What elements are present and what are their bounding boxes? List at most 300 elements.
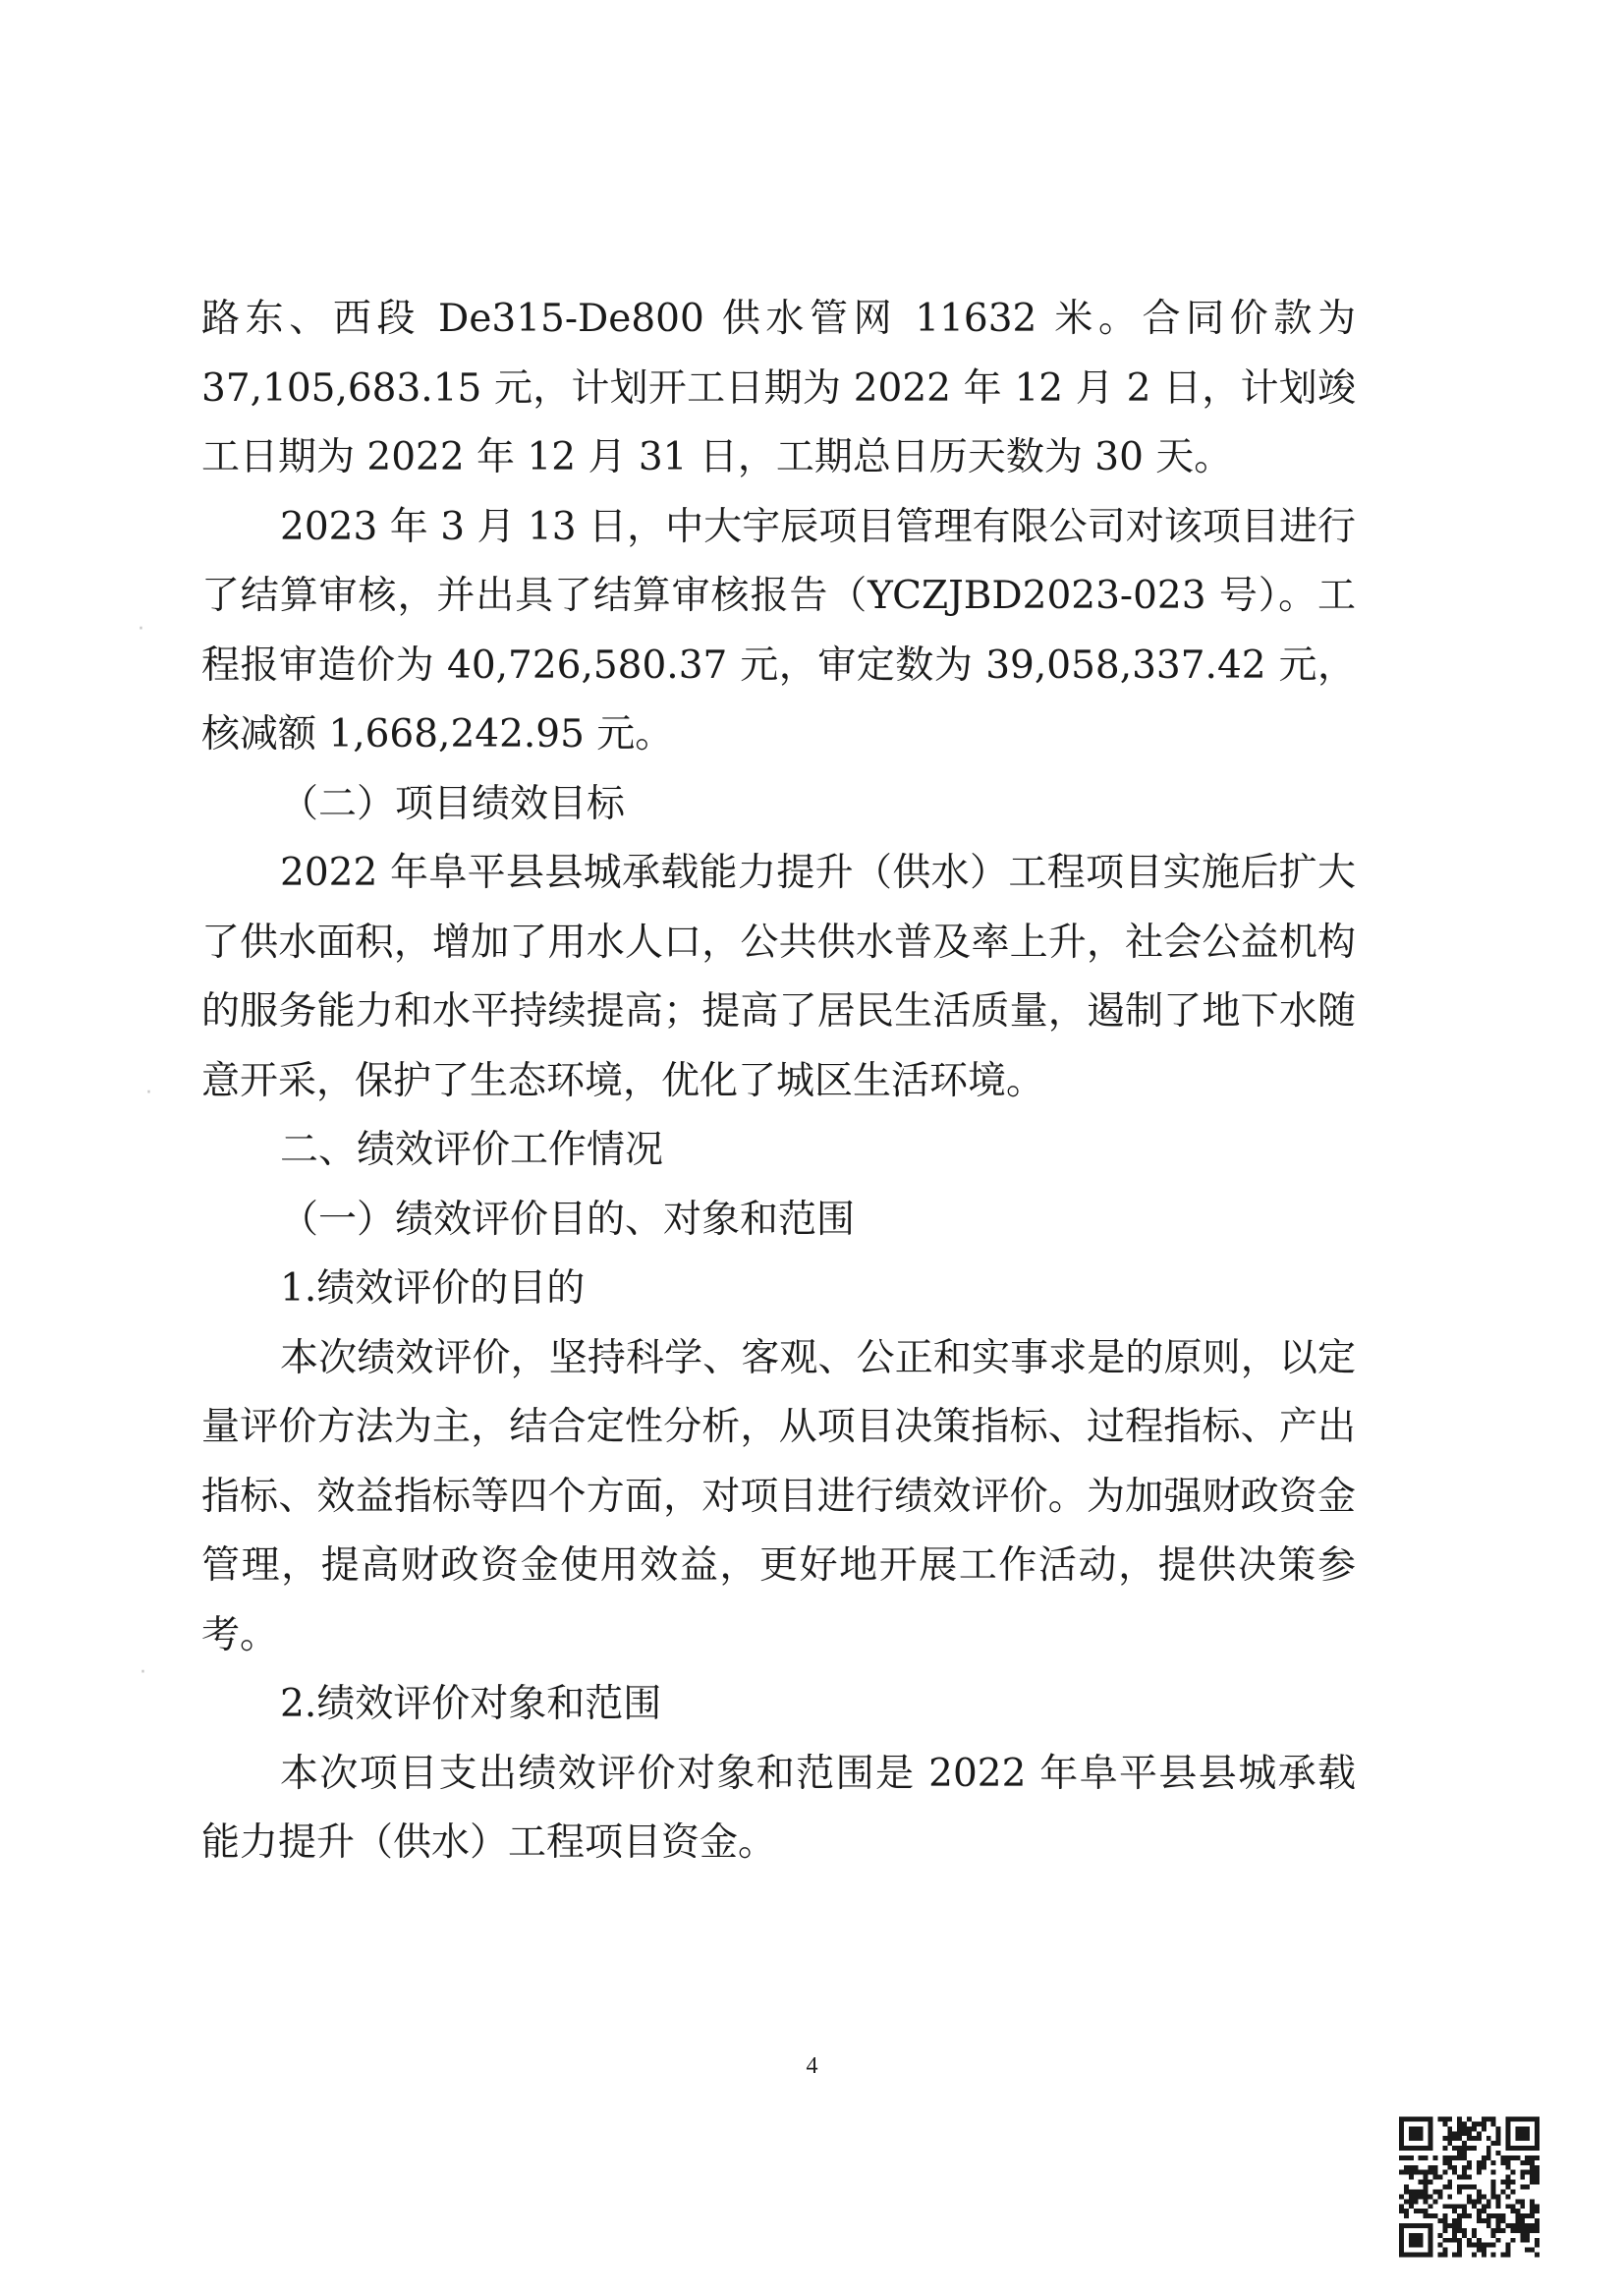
qr-module bbox=[1428, 2141, 1433, 2146]
qr-module bbox=[1457, 2126, 1462, 2131]
qr-module bbox=[1482, 2194, 1486, 2199]
qr-module bbox=[1472, 2146, 1477, 2151]
qr-module bbox=[1409, 2126, 1414, 2131]
qr-module bbox=[1525, 2213, 1530, 2218]
qr-module bbox=[1433, 2170, 1438, 2175]
qr-module bbox=[1486, 2151, 1491, 2155]
qr-module bbox=[1467, 2243, 1472, 2248]
qr-module bbox=[1419, 2131, 1424, 2136]
qr-module bbox=[1433, 2165, 1438, 2170]
qr-module bbox=[1501, 2253, 1506, 2258]
qr-module bbox=[1520, 2185, 1525, 2190]
qr-module bbox=[1486, 2243, 1491, 2248]
qr-module bbox=[1530, 2165, 1535, 2170]
qr-module bbox=[1399, 2121, 1404, 2126]
qr-module bbox=[1515, 2126, 1520, 2131]
qr-module bbox=[1505, 2194, 1510, 2199]
qr-module bbox=[1505, 2131, 1510, 2136]
qr-module bbox=[1505, 2204, 1510, 2209]
qr-module bbox=[1419, 2189, 1424, 2194]
qr-module bbox=[1520, 2175, 1525, 2180]
qr-module bbox=[1457, 2175, 1462, 2180]
heading-evaluation-scope: 2.绩效评价对象和范围 bbox=[280, 1682, 662, 1726]
qr-module bbox=[1467, 2194, 1472, 2199]
qr-module bbox=[1409, 2204, 1414, 2209]
qr-module bbox=[1530, 2160, 1535, 2165]
qr-module bbox=[1477, 2170, 1482, 2175]
qr-module bbox=[1535, 2136, 1540, 2141]
qr-module bbox=[1457, 2223, 1462, 2228]
qr-module bbox=[1510, 2238, 1515, 2243]
qr-module bbox=[1399, 2243, 1404, 2248]
qr-module bbox=[1486, 2199, 1491, 2204]
qr-module bbox=[1457, 2253, 1462, 2258]
qr-module bbox=[1530, 2213, 1535, 2218]
qr-module bbox=[1452, 2165, 1457, 2170]
qr-module bbox=[1419, 2170, 1424, 2175]
qr-module bbox=[1409, 2175, 1414, 2180]
qr-module bbox=[1457, 2185, 1462, 2190]
qr-module bbox=[1428, 2194, 1433, 2199]
qr-module bbox=[1399, 2253, 1404, 2258]
qr-module bbox=[1530, 2155, 1535, 2160]
heading-evaluation-work: 二、绩效评价工作情况 bbox=[280, 1128, 664, 1172]
qr-module bbox=[1409, 2233, 1414, 2238]
qr-module bbox=[1491, 2233, 1496, 2238]
qr-module bbox=[1462, 2185, 1467, 2190]
qr-module bbox=[1505, 2165, 1510, 2170]
qr-module bbox=[1457, 2213, 1462, 2218]
qr-module bbox=[1472, 2243, 1477, 2248]
qr-module bbox=[1515, 2223, 1520, 2228]
qr-module bbox=[1433, 2213, 1438, 2218]
qr-module bbox=[1409, 2223, 1414, 2228]
qr-module bbox=[1419, 2209, 1424, 2213]
qr-module bbox=[1501, 2180, 1506, 2185]
qr-module bbox=[1486, 2204, 1491, 2209]
qr-module bbox=[1530, 2204, 1535, 2209]
qr-module bbox=[1525, 2117, 1530, 2122]
qr-module bbox=[1482, 2218, 1486, 2223]
qr-module bbox=[1399, 2117, 1404, 2122]
qr-module bbox=[1442, 2248, 1447, 2253]
qr-module bbox=[1477, 2136, 1482, 2141]
qr-module bbox=[1428, 2146, 1433, 2151]
qr-module bbox=[1457, 2151, 1462, 2155]
qr-module bbox=[1477, 2218, 1482, 2223]
qr-module bbox=[1404, 2185, 1409, 2190]
qr-module bbox=[1515, 2146, 1520, 2151]
qr-module bbox=[1477, 2199, 1482, 2204]
qr-module bbox=[1510, 2155, 1515, 2160]
qr-module bbox=[1510, 2146, 1515, 2151]
qr-module bbox=[1496, 2238, 1501, 2243]
qr-module bbox=[1462, 2233, 1467, 2238]
qr-module bbox=[1447, 2223, 1452, 2228]
qr-module bbox=[1491, 2170, 1496, 2175]
qr-module bbox=[1535, 2146, 1540, 2151]
qr-module bbox=[1404, 2146, 1409, 2151]
qr-module bbox=[1482, 2121, 1486, 2126]
qr-module bbox=[1477, 2209, 1482, 2213]
qr-module bbox=[1399, 2131, 1404, 2136]
qr-module bbox=[1457, 2228, 1462, 2233]
qr-module bbox=[1414, 2253, 1419, 2258]
qr-module bbox=[1428, 2253, 1433, 2258]
scan-artifact: · bbox=[145, 1081, 152, 1105]
qr-module bbox=[1442, 2146, 1447, 2151]
qr-module bbox=[1520, 2126, 1525, 2131]
qr-module bbox=[1535, 2228, 1540, 2233]
qr-module bbox=[1414, 2243, 1419, 2248]
qr-module bbox=[1399, 2170, 1404, 2175]
qr-module bbox=[1520, 2233, 1525, 2238]
qr-module bbox=[1525, 2146, 1530, 2151]
qr-module bbox=[1457, 2204, 1462, 2209]
qr-module bbox=[1515, 2155, 1520, 2160]
qr-module bbox=[1520, 2146, 1525, 2151]
qr-module bbox=[1510, 2204, 1515, 2209]
qr-module bbox=[1428, 2223, 1433, 2228]
qr-module bbox=[1414, 2170, 1419, 2175]
qr-module bbox=[1482, 2248, 1486, 2253]
qr-module bbox=[1525, 2238, 1530, 2243]
qr-module bbox=[1520, 2218, 1525, 2223]
qr-module bbox=[1505, 2248, 1510, 2253]
qr-module bbox=[1442, 2223, 1447, 2228]
qr-module bbox=[1525, 2248, 1530, 2253]
qr-module bbox=[1452, 2253, 1457, 2258]
qr-module bbox=[1491, 2141, 1496, 2146]
qr-module bbox=[1486, 2223, 1491, 2228]
qr-module bbox=[1505, 2155, 1510, 2160]
heading-evaluation-purpose: 1.绩效评价的目的 bbox=[280, 1266, 586, 1311]
qr-module bbox=[1496, 2126, 1501, 2131]
qr-module bbox=[1447, 2238, 1452, 2243]
qr-module bbox=[1409, 2146, 1414, 2151]
qr-module bbox=[1510, 2180, 1515, 2185]
qr-module bbox=[1404, 2209, 1409, 2213]
qr-module bbox=[1414, 2238, 1419, 2243]
qr-module bbox=[1501, 2160, 1506, 2165]
qr-module bbox=[1467, 2213, 1472, 2218]
qr-module bbox=[1452, 2146, 1457, 2151]
qr-module bbox=[1530, 2209, 1535, 2213]
qr-module bbox=[1437, 2233, 1442, 2238]
qr-module bbox=[1447, 2136, 1452, 2141]
qr-module bbox=[1535, 2253, 1540, 2258]
qr-module bbox=[1399, 2136, 1404, 2141]
qr-module bbox=[1530, 2146, 1535, 2151]
qr-module bbox=[1496, 2223, 1501, 2228]
qr-module bbox=[1428, 2238, 1433, 2243]
qr-code-icon bbox=[1399, 2115, 1540, 2259]
qr-module bbox=[1437, 2189, 1442, 2194]
qr-module bbox=[1482, 2209, 1486, 2213]
qr-module bbox=[1419, 2155, 1424, 2160]
qr-module bbox=[1535, 2243, 1540, 2248]
qr-module bbox=[1535, 2121, 1540, 2126]
qr-module bbox=[1477, 2243, 1482, 2248]
qr-module bbox=[1404, 2170, 1409, 2175]
qr-module bbox=[1525, 2136, 1530, 2141]
qr-module bbox=[1409, 2131, 1414, 2136]
qr-module bbox=[1491, 2185, 1496, 2190]
qr-module bbox=[1428, 2165, 1433, 2170]
qr-module bbox=[1409, 2189, 1414, 2194]
qr-module bbox=[1535, 2204, 1540, 2209]
qr-module bbox=[1525, 2160, 1530, 2165]
qr-module bbox=[1486, 2146, 1491, 2151]
qr-module bbox=[1467, 2146, 1472, 2151]
qr-module bbox=[1467, 2238, 1472, 2243]
qr-module bbox=[1467, 2136, 1472, 2141]
qr-module bbox=[1414, 2146, 1419, 2151]
qr-module bbox=[1477, 2248, 1482, 2253]
qr-module bbox=[1447, 2126, 1452, 2131]
qr-module bbox=[1414, 2136, 1419, 2141]
qr-module bbox=[1482, 2243, 1486, 2248]
qr-module bbox=[1409, 2199, 1414, 2204]
paragraph-evaluation-scope: 本次项目支出绩效评价对象和范围是 2022 年阜平县县城承载能力提升（供水）工程项目资金。 bbox=[201, 1751, 1356, 1865]
qr-module bbox=[1447, 2194, 1452, 2199]
qr-module bbox=[1525, 2126, 1530, 2131]
qr-module bbox=[1530, 2175, 1535, 2180]
qr-module bbox=[1530, 2117, 1535, 2122]
qr-module bbox=[1535, 2180, 1540, 2185]
qr-module bbox=[1535, 2155, 1540, 2160]
qr-module bbox=[1525, 2223, 1530, 2228]
qr-module bbox=[1433, 2199, 1438, 2204]
qr-module bbox=[1442, 2253, 1447, 2258]
paragraph-evaluation-purpose: 本次绩效评价，坚持科学、客观、公正和实事求是的原则，以定量评价方法为主，结合定性分析，从项目决策指标、过程指标、产出指标、效益指标等四个方面，对项目进行绩效评价。为加强财政资金管理，提高财政资金使用效益，更好地开展工作活动，提供决策参考。 bbox=[201, 1335, 1356, 1657]
qr-module bbox=[1505, 2185, 1510, 2190]
qr-module bbox=[1414, 2165, 1419, 2170]
qr-module bbox=[1472, 2233, 1477, 2238]
qr-module bbox=[1496, 2136, 1501, 2141]
page-number: 4 bbox=[806, 2053, 818, 2079]
qr-module bbox=[1491, 2243, 1496, 2248]
qr-module bbox=[1424, 2170, 1428, 2175]
qr-module bbox=[1452, 2223, 1457, 2228]
qr-module bbox=[1467, 2131, 1472, 2136]
qr-module bbox=[1419, 2238, 1424, 2243]
qr-module bbox=[1535, 2223, 1540, 2228]
qr-module bbox=[1424, 2180, 1428, 2185]
qr-module bbox=[1437, 2218, 1442, 2223]
qr-module bbox=[1404, 2213, 1409, 2218]
qr-module bbox=[1414, 2189, 1419, 2194]
qr-module bbox=[1505, 2175, 1510, 2180]
qr-module bbox=[1525, 2233, 1530, 2238]
qr-module bbox=[1491, 2228, 1496, 2233]
qr-module bbox=[1510, 2209, 1515, 2213]
qr-module bbox=[1462, 2131, 1467, 2136]
qr-module bbox=[1505, 2223, 1510, 2228]
qr-module bbox=[1505, 2117, 1510, 2122]
qr-module bbox=[1462, 2121, 1467, 2126]
qr-module bbox=[1520, 2160, 1525, 2165]
qr-module bbox=[1535, 2165, 1540, 2170]
qr-module bbox=[1424, 2146, 1428, 2151]
qr-module bbox=[1496, 2199, 1501, 2204]
qr-module bbox=[1462, 2213, 1467, 2218]
heading-performance-goal: （二）项目绩效目标 bbox=[280, 781, 626, 826]
qr-module bbox=[1428, 2248, 1433, 2253]
qr-module bbox=[1442, 2185, 1447, 2190]
qr-module bbox=[1457, 2131, 1462, 2136]
qr-module bbox=[1399, 2126, 1404, 2131]
qr-module bbox=[1428, 2117, 1433, 2122]
qr-module bbox=[1414, 2194, 1419, 2199]
qr-module bbox=[1428, 2180, 1433, 2185]
qr-module bbox=[1452, 2170, 1457, 2175]
qr-module bbox=[1505, 2180, 1510, 2185]
qr-module bbox=[1462, 2209, 1467, 2213]
qr-module bbox=[1457, 2136, 1462, 2141]
qr-module bbox=[1428, 2121, 1433, 2126]
qr-module bbox=[1505, 2160, 1510, 2165]
qr-module bbox=[1442, 2155, 1447, 2160]
qr-module bbox=[1442, 2160, 1447, 2165]
qr-module bbox=[1486, 2213, 1491, 2218]
qr-module bbox=[1491, 2213, 1496, 2218]
qr-module bbox=[1496, 2194, 1501, 2199]
qr-module bbox=[1515, 2228, 1520, 2233]
qr-module bbox=[1419, 2243, 1424, 2248]
qr-module bbox=[1462, 2155, 1467, 2160]
qr-module bbox=[1424, 2194, 1428, 2199]
qr-module bbox=[1404, 2165, 1409, 2170]
qr-module bbox=[1442, 2238, 1447, 2243]
qr-module bbox=[1447, 2204, 1452, 2209]
qr-module bbox=[1482, 2165, 1486, 2170]
qr-module bbox=[1437, 2243, 1442, 2248]
qr-module bbox=[1520, 2204, 1525, 2209]
qr-module bbox=[1424, 2175, 1428, 2180]
qr-module bbox=[1428, 2228, 1433, 2233]
qr-module bbox=[1462, 2126, 1467, 2131]
qr-module bbox=[1457, 2155, 1462, 2160]
qr-module bbox=[1399, 2228, 1404, 2233]
qr-module bbox=[1472, 2199, 1477, 2204]
qr-module bbox=[1433, 2155, 1438, 2160]
qr-module bbox=[1525, 2185, 1530, 2190]
qr-module bbox=[1467, 2165, 1472, 2170]
qr-module bbox=[1404, 2155, 1409, 2160]
qr-module bbox=[1530, 2228, 1535, 2233]
qr-module bbox=[1428, 2213, 1433, 2218]
qr-module bbox=[1467, 2199, 1472, 2204]
qr-module bbox=[1496, 2218, 1501, 2223]
qr-module bbox=[1520, 2136, 1525, 2141]
qr-module bbox=[1399, 2141, 1404, 2146]
qr-module bbox=[1452, 2238, 1457, 2243]
qr-module bbox=[1399, 2194, 1404, 2199]
qr-module bbox=[1505, 2146, 1510, 2151]
qr-module bbox=[1505, 2136, 1510, 2141]
qr-module bbox=[1419, 2253, 1424, 2258]
qr-module bbox=[1437, 2175, 1442, 2180]
qr-module bbox=[1452, 2131, 1457, 2136]
qr-module bbox=[1404, 2253, 1409, 2258]
qr-module bbox=[1535, 2141, 1540, 2146]
qr-module bbox=[1515, 2213, 1520, 2218]
paragraph-performance-goal: 2022 年阜平县县城承载能力提升（供水）工程项目实施后扩大了供水面积，增加了用水人口，公共供水普及率上升，社会公益机构的服务能力和水平持续提高；提高了居民生活质量，遏制了地下水随意开采，保护了生态环境，优化了城区生活环境。 bbox=[201, 851, 1356, 1103]
qr-module bbox=[1414, 2223, 1419, 2228]
qr-module bbox=[1535, 2126, 1540, 2131]
qr-module bbox=[1424, 2223, 1428, 2228]
qr-module bbox=[1419, 2180, 1424, 2185]
qr-module bbox=[1515, 2199, 1520, 2204]
heading-purpose-object-scope: （一）绩效评价目的、对象和范围 bbox=[280, 1197, 856, 1242]
qr-module bbox=[1399, 2146, 1404, 2151]
qr-module bbox=[1419, 2194, 1424, 2199]
qr-module bbox=[1452, 2136, 1457, 2141]
qr-module bbox=[1409, 2243, 1414, 2248]
qr-module bbox=[1442, 2213, 1447, 2218]
qr-module bbox=[1452, 2233, 1457, 2238]
qr-module bbox=[1414, 2126, 1419, 2131]
qr-module bbox=[1472, 2228, 1477, 2233]
qr-module bbox=[1472, 2136, 1477, 2141]
qr-module bbox=[1467, 2160, 1472, 2165]
qr-module bbox=[1510, 2189, 1515, 2194]
qr-module bbox=[1520, 2228, 1525, 2233]
qr-module bbox=[1472, 2185, 1477, 2190]
qr-module bbox=[1447, 2131, 1452, 2136]
qr-module bbox=[1437, 2194, 1442, 2199]
qr-module bbox=[1496, 2151, 1501, 2155]
qr-module bbox=[1491, 2194, 1496, 2199]
qr-module bbox=[1530, 2248, 1535, 2253]
qr-module bbox=[1482, 2204, 1486, 2209]
qr-module bbox=[1477, 2238, 1482, 2243]
qr-module bbox=[1424, 2189, 1428, 2194]
qr-module bbox=[1409, 2253, 1414, 2258]
qr-module bbox=[1399, 2223, 1404, 2228]
qr-module bbox=[1409, 2194, 1414, 2199]
qr-module bbox=[1496, 2141, 1501, 2146]
qr-module bbox=[1477, 2131, 1482, 2136]
qr-module bbox=[1424, 2199, 1428, 2204]
qr-module bbox=[1462, 2204, 1467, 2209]
qr-module bbox=[1447, 2141, 1452, 2146]
qr-module bbox=[1520, 2117, 1525, 2122]
qr-module bbox=[1505, 2121, 1510, 2126]
qr-module bbox=[1491, 2117, 1496, 2122]
qr-module bbox=[1399, 2155, 1404, 2160]
qr-module bbox=[1414, 2117, 1419, 2122]
qr-module bbox=[1515, 2117, 1520, 2122]
qr-module bbox=[1535, 2117, 1540, 2122]
qr-module bbox=[1486, 2155, 1491, 2160]
qr-module bbox=[1510, 2223, 1515, 2228]
qr-module bbox=[1409, 2165, 1414, 2170]
qr-module bbox=[1442, 2218, 1447, 2223]
qr-module bbox=[1428, 2126, 1433, 2131]
qr-module bbox=[1452, 2228, 1457, 2233]
qr-module bbox=[1404, 2189, 1409, 2194]
qr-module bbox=[1419, 2223, 1424, 2228]
qr-module bbox=[1505, 2141, 1510, 2146]
qr-module bbox=[1486, 2218, 1491, 2223]
qr-module bbox=[1404, 2199, 1409, 2204]
qr-module bbox=[1457, 2146, 1462, 2151]
qr-module bbox=[1424, 2209, 1428, 2213]
qr-module bbox=[1491, 2160, 1496, 2165]
qr-module bbox=[1496, 2228, 1501, 2233]
